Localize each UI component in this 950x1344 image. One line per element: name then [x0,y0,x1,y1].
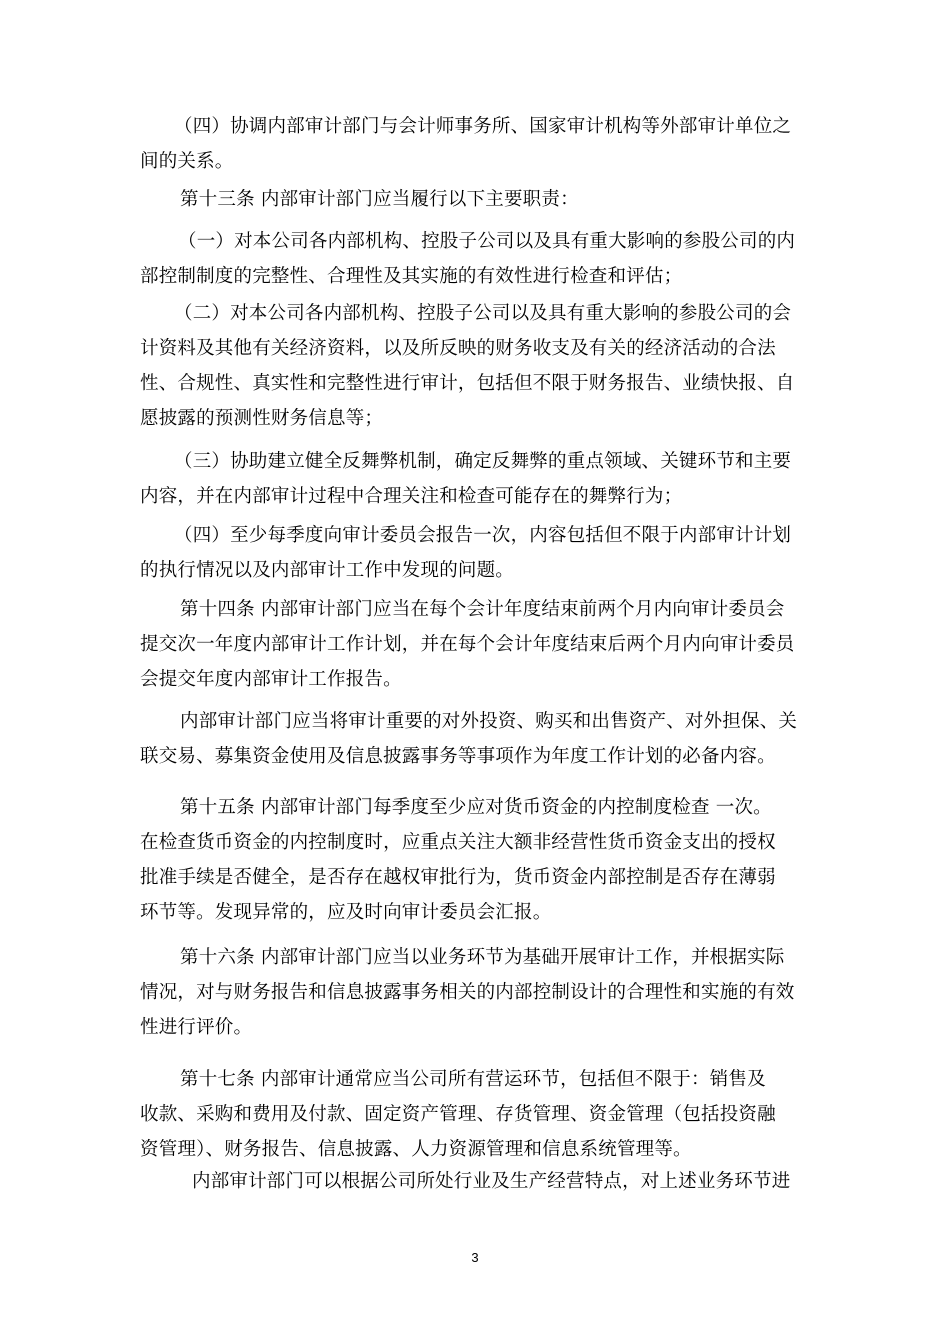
text-line: 的执行情况以及内部审计工作中发现的问题。 [140,560,515,581]
text-line: （二）对本公司各内部机构、控股子公司以及具有重大影响的参股公司的会 [174,303,792,324]
text-line: 在检查货币资金的内控制度时，应重点关注大额非经营性货币资金支出的授权 [140,832,776,853]
paragraph-item-2 [140,296,808,436]
paragraph-item-3 [140,444,808,514]
text-line: 批准手续是否健全，是否存在越权审批行为，货币资金内部控制是否存在薄弱 [140,867,776,888]
text-line: 情况，对与财务报告和信息披露事务相关的内部控制设计的合理性和实施的有效 [140,982,795,1003]
text-line: 内容，并在内部审计过程中合理关注和检查可能存在的舞弊行为； [140,486,683,507]
text-line: 环节等。发现异常的，应及时向审计委员会汇报。 [140,902,552,923]
text-line: 联交易、募集资金使用及信息披露事务等事项作为年度工作计划的必备内容。 [140,746,776,767]
paragraph-business-process-adjustment [140,1164,808,1199]
text-line: 性进行评价。 [140,1017,253,1038]
article-14 [140,592,808,697]
text-line: 计资料及其他有关经济资料，以及所反映的财务收支及有关的经济活动的合法 [140,338,776,359]
text-line: 第十六条 内部审计部门应当以业务环节为基础开展审计工作，并根据实际 [180,947,785,968]
article-16 [140,940,808,1045]
text-line: 第十七条 内部审计通常应当公司所有营运环节，包括但不限于：销售及 [180,1069,766,1090]
article-13-heading [140,182,808,217]
paragraph-coordinate-external-audit [140,109,808,179]
text-line: 内部审计部门应当将审计重要的对外投资、购买和出售资产、对外担保、关 [180,711,798,732]
text-line: 会提交年度内部审计工作报告。 [140,669,402,690]
page-number: 3 [471,1250,479,1265]
text-line: 第十三条 内部审计部门应当履行以下主要职责： [180,189,579,210]
text-line: 资管理）、财务报告、信息披露、人力资源管理和信息系统管理等。 [140,1139,692,1160]
paragraph-item-4 [140,518,808,588]
text-line: 提交次一年度内部审计工作计划，并在每个会计年度结束后两个月内向审计委员 [140,634,795,655]
text-line: 第十五条 内部审计部门每季度至少应对货币资金的内控制度检查 一次。 [180,797,772,818]
text-line: （四）协调内部审计部门与会计师事务所、国家审计机构等外部审计单位之 [174,116,792,137]
text-line: 部控制制度的完整性、合理性及其实施的有效性进行检查和评估； [140,266,683,287]
paragraph-item-1 [140,224,808,294]
text-line: 性、合规性、真实性和完整性进行审计，包括但不限于财务报告、业绩快报、自 [140,373,795,394]
text-line: 收款、采购和费用及付款、固定资产管理、存货管理、资金管理（包括投资融 [140,1104,776,1125]
text-line: 愿披露的预测性财务信息等； [140,408,384,429]
text-line: （三）协助建立健全反舞弊机制，确定反舞弊的重点领域、关键环节和主要 [174,451,792,472]
article-17 [140,1062,808,1167]
text-line: 第十四条 内部审计部门应当在每个会计年度结束前两个月内向审计委员会 [180,599,785,620]
article-15 [140,790,808,930]
text-line: 内部审计部门可以根据公司所处行业及生产经营特点，对上述业务环节进 [192,1171,791,1192]
text-line: （四）至少每季度向审计委员会报告一次，内容包括但不限于内部审计计划 [174,525,792,546]
paragraph-annual-plan-content [140,704,808,774]
text-line: 间的关系。 [140,151,234,172]
text-line: （一）对本公司各内部机构、控股子公司以及具有重大影响的参股公司的内 [178,231,796,252]
